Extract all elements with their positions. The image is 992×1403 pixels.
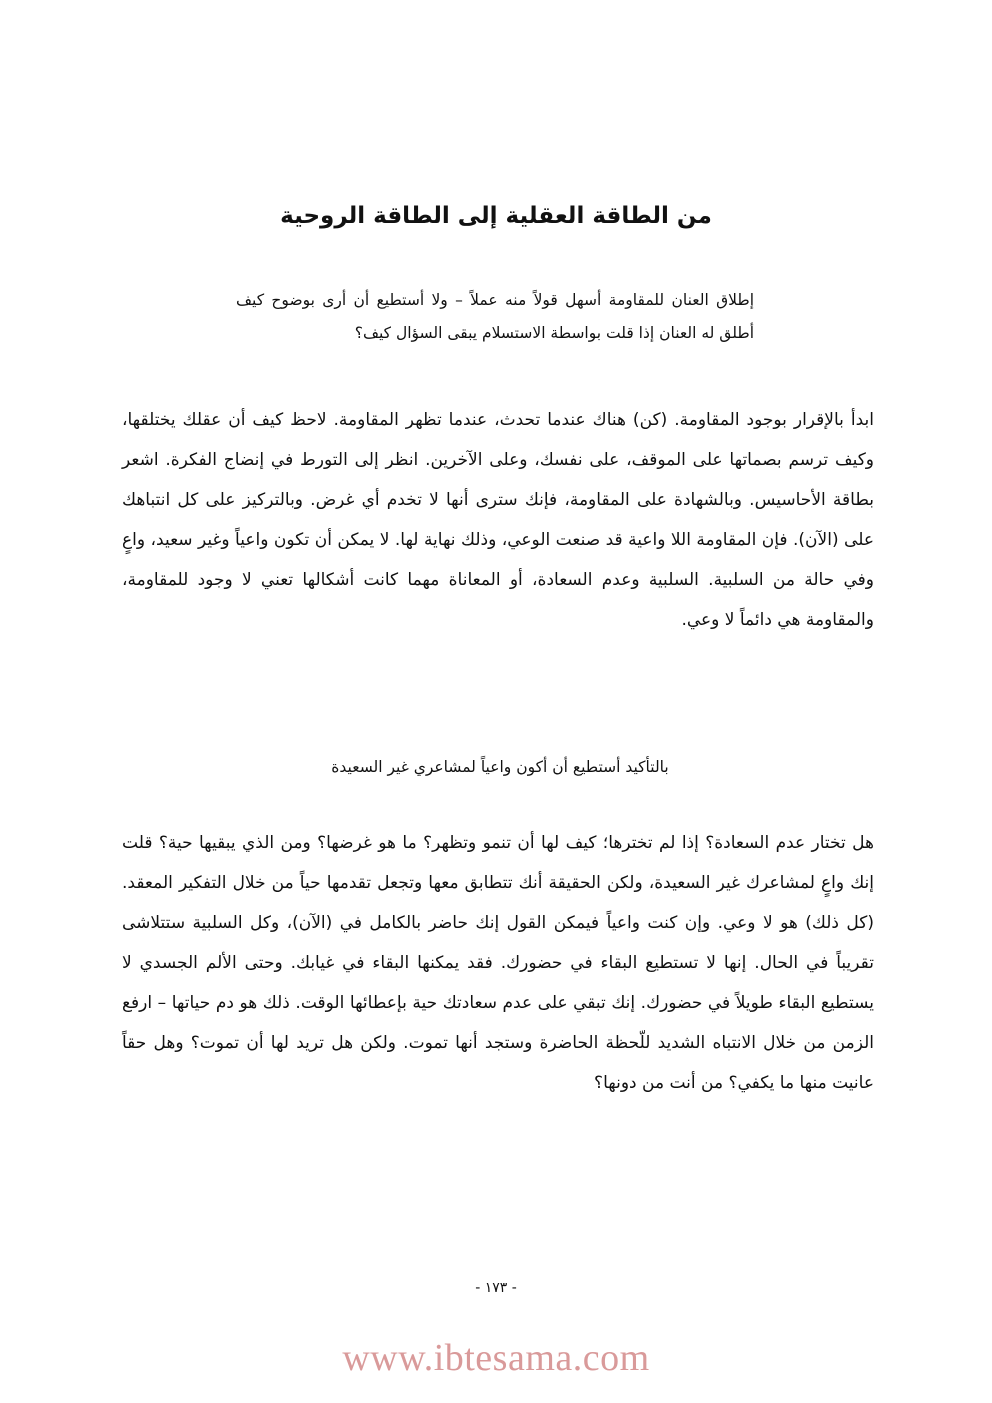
chapter-title: من الطاقة العقلية إلى الطاقة الروحية — [280, 203, 712, 229]
body-paragraph-1: ابدأ بالإقرار بوجود المقاومة. (كن) هناك عندما تحدث، عندما تظهر المقاومة. لاحظ كيف أن عقلك يختلقها، وكيف ترسم بصماتها على الموقف، على نفسك، وعلى الآخرين. انظر إلى التورط في إنضاج الفكرة. اشعر بطاقة الأحاسيس. وبالشهادة على المقاومة، فإنك سترى أنها لا تخدم أي غرض. وبالتركيز على كل انتباهك على (الآن). فإن المقاومة اللا واعية قد صنعت الوعي، وذلك نهاية لها. لا يمكن أن تكون واعياً وغير سعيد، واعٍ وفي حالة من السلبية. السلبية وعدم السعادة، أو المعاناة مهما كانت أشكالها تعني لا وجود للمقاومة، والمقاومة هي دائماً لا وعي. — [122, 410, 874, 630]
page-number: - ١٧٣ - — [475, 1280, 517, 1296]
sub-quote: بالتأكيد أستطيع أن أكون واعياً لمشاعري غير السعيدة — [331, 758, 669, 776]
body-paragraph-2: هل تختار عدم السعادة؟ إذا لم تخترها؛ كيف لها أن تنمو وتظهر؟ ما هو غرضها؟ ومن الذي يبقيها حية؟ قلت إنك واعٍ لمشاعرك غير السعيدة، ولكن الحقيقة أنك تتطابق معها وتجعل تقدمها حياً من خلال التفكير المعقد. (كل ذلك) هو لا وعي. وإن كنت واعياً فيمكن القول إنك حاضر بالكامل في (الآن)، وكل السلبية ستتلاشى تقريباً في الحال. إنها لا تستطيع البقاء في حضورك. فقد يمكنها البقاء في غيابك. وحتى الألم الجسدي لا يستطيع البقاء طويلاً في حضورك. إنك تبقي على عدم سعادتك حية بإعطائها الوقت. ذلك هو دم حياتها – ارفع الزمن من خلال الانتباه الشديد للّحظة الحاضرة وستجد أنها تموت. ولكن هل تريد لها أن تموت؟ وهل حقاً عانيت منها ما يكفي؟ من أنت من دونها؟ — [122, 833, 874, 1093]
intro-quote: إطلاق العنان للمقاومة أسهل قولاً منه عملاً – ولا أستطيع أن أرى بوضوح كيف أطلق له العنان إذا قلت بواسطة الاستسلام يبقى السؤال كيف؟ — [236, 291, 754, 342]
watermark-text: www.ibtesama.com — [342, 1337, 650, 1379]
